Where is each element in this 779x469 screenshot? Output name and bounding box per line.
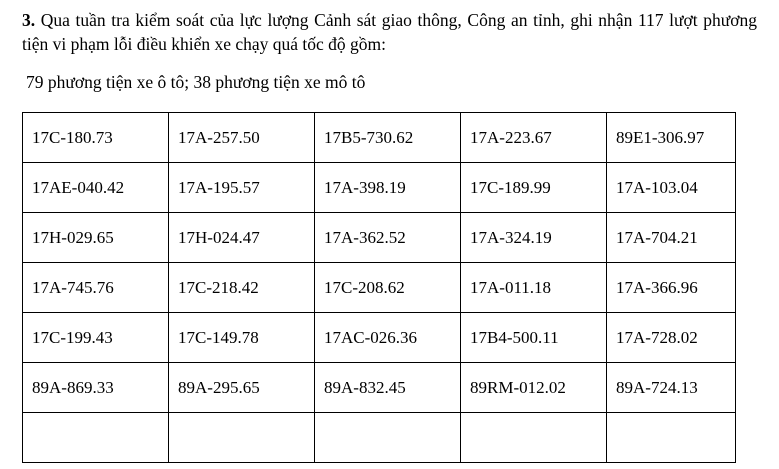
table-row [23,213,736,263]
table-cell: 17B4-500.11 [461,313,607,363]
table-cell: 17H-024.47 [169,213,315,263]
table-cell: 17A-366.96 [607,263,736,313]
sub-paragraph: 79 phương tiện xe ô tô; 38 phương tiện xe mô tô [26,72,366,93]
paragraph-text: Qua tuần tra kiểm soát của lực lượng Cảnh sát giao thông, Công an tỉnh, ghi nhận 117 lượt phương tiện vi phạm lỗi điều khiển xe chạy quá tốc độ gồm: [22,10,757,55]
table-cell: 17A-728.02 [607,313,736,363]
license-plate-table [22,112,736,463]
table-cell: 17A-103.04 [607,163,736,213]
table-cell [315,413,461,463]
table-cell: 89A-832.45 [315,363,461,413]
table-cell [607,413,736,463]
table-row [23,363,736,413]
table-cell: 17H-029.65 [23,213,169,263]
table-cell: 17A-257.50 [169,113,315,163]
table-cell: 17AC-026.36 [315,313,461,363]
table-cell [23,413,169,463]
table-cell: 17A-011.18 [461,263,607,313]
table-row [23,113,736,163]
table-cell [169,413,315,463]
table-cell: 17A-704.21 [607,213,736,263]
table-cell: 17A-362.52 [315,213,461,263]
table-cell: 17A-324.19 [461,213,607,263]
table-cell [461,413,607,463]
paragraph-item-3 [22,8,757,56]
table-row [23,413,736,463]
table-cell: 17B5-730.62 [315,113,461,163]
table-row [23,313,736,363]
item-number: 3. [22,10,36,30]
table-cell: 17A-745.76 [23,263,169,313]
table-cell: 17C-208.62 [315,263,461,313]
table-cell: 17C-189.99 [461,163,607,213]
table-row [23,263,736,313]
table-cell: 89RM-012.02 [461,363,607,413]
table-cell: 17C-199.43 [23,313,169,363]
table-cell: 17AE-040.42 [23,163,169,213]
table-cell: 17C-218.42 [169,263,315,313]
table-cell: 89A-724.13 [607,363,736,413]
table-cell: 17C-180.73 [23,113,169,163]
table-cell: 89E1-306.97 [607,113,736,163]
table-cell: 89A-869.33 [23,363,169,413]
table-cell: 89A-295.65 [169,363,315,413]
table-cell: 17A-223.67 [461,113,607,163]
table-cell: 17C-149.78 [169,313,315,363]
table-row [23,163,736,213]
table-cell: 17A-398.19 [315,163,461,213]
table-cell: 17A-195.57 [169,163,315,213]
